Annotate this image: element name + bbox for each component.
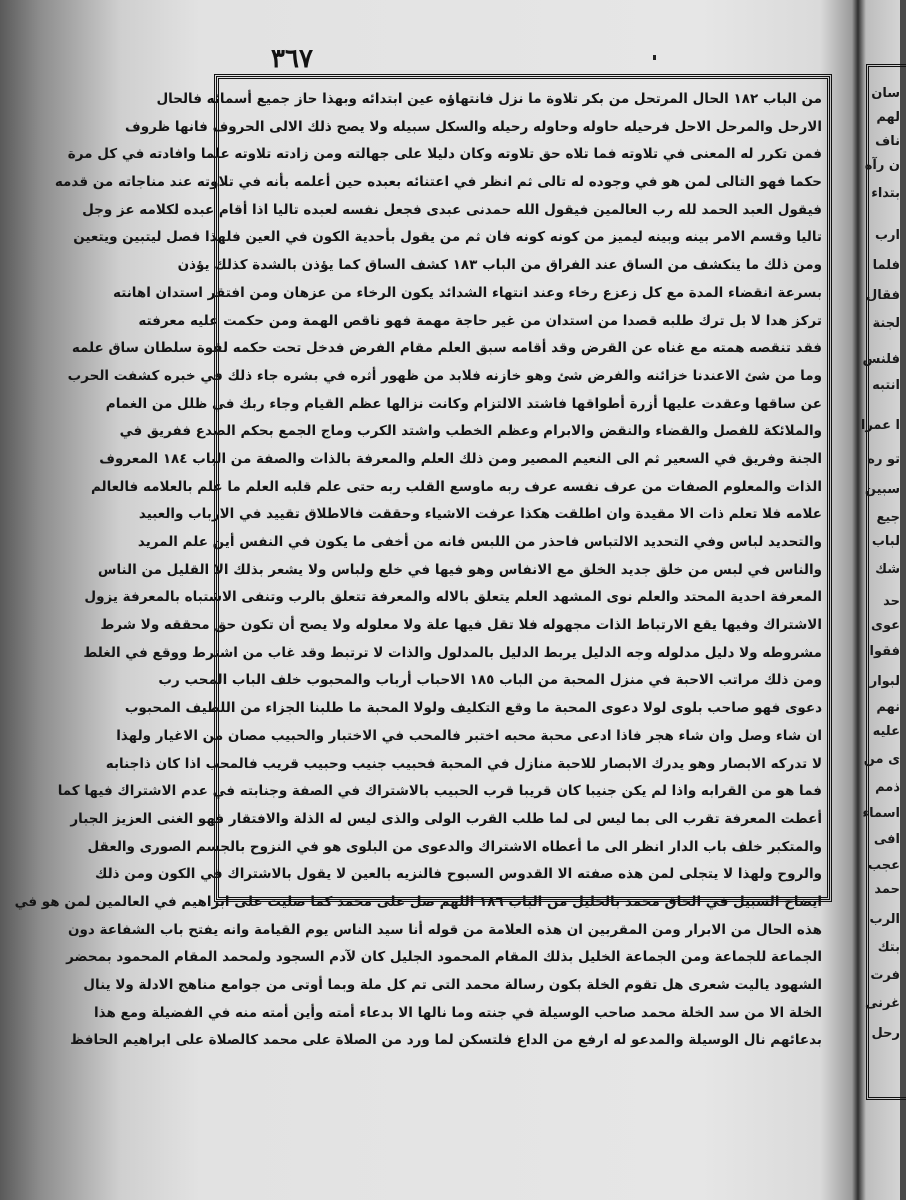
facing-page-fragment: افى <box>873 832 900 847</box>
facing-page-fragment: تو ره <box>867 452 900 467</box>
facing-page-fragment: لباب <box>871 534 900 549</box>
page-number: ٣٦٧ <box>271 44 313 74</box>
text-line: المعرفة احدية المحتد والعلم نوى المشهد العلم يتعلق بالاله والمعرفة تتعلق بالرب وتنفى الاشتباه بالمعرفة يزول <box>84 589 822 606</box>
text-line: الاشتراك وفيها يقع الارتباط الذات مجهوله فلا تقل فيها علة ولا معلوله ولا يصح أن تكون حق محققه ولا شرط <box>100 617 822 634</box>
facing-page-fragment: ذمم <box>875 780 900 795</box>
text-line: حكما فهو التالى لمن هو في وجوده له تالى ثم انظر في اعتنائه بعبده حين أعلمه بأنه في تلاوته عند مناجاته من قدمه <box>54 174 822 191</box>
facing-page-fragment: جيع <box>876 510 900 525</box>
text-line: من الباب ١٨٢ الحال المرتحل من بكر تلاوة ما نزل فانتهاؤه عين ابتدائه وبهذا حاز جميع أسمائه فالحال <box>156 91 822 107</box>
facing-page-fragment: الرب <box>869 912 900 927</box>
facing-page-fragment: سان <box>871 86 900 101</box>
text-line: ايضاح السبيل في الحاق محمد بالخليل من الباب ١٨٦ اللهم صل على محمد كما صليت على ابراهيم في العالمين لمن هو في <box>14 893 822 910</box>
facing-page-fragment: عليه <box>872 724 900 739</box>
facing-page-fragment: حمد <box>874 882 900 897</box>
text-line: الخلة الا من سد الخلة محمد صاحب الوسيلة في جنته وما نالها الا بدعاء أمته وأين أمته منه في الفضيلة ومع هذا <box>94 1004 822 1021</box>
facing-page-fragment: رحل <box>871 1026 900 1041</box>
facing-page-fragments <box>860 62 900 1102</box>
facing-page-fragment: فقال <box>865 288 900 303</box>
text-line: دعوى فهو صاحب بلوى لولا دعوى المحبة ما وقع التكليف ولولا المحبة ما طلبنا الجزاء من اللطيف المحبوب <box>124 700 822 717</box>
text-line: الجماعة للجماعة ومن الجماعة الخليل بذلك المقام المحمود الجليل كان لآدم السجود ولمحمد المقام المحمود بمحضر <box>66 949 822 966</box>
text-line: أعطت المعرفة تقرب الى بما ليس لى لما طلب القرب الولى والذى ليس له الذلة والافتقار فهو الغنى العزيز الجبار <box>70 810 822 827</box>
text-line: والناس في لبس من خلق جديد الخلق مع الانفاس وهو فيها في خلع ولباس ولا يشعر بذلك الا القليل من الناس <box>97 561 822 578</box>
facing-page-fragment: فقوا <box>869 644 900 659</box>
ink-speck <box>653 55 656 60</box>
text-line: الذات والمعلوم الصفات من عرف نفسه عرف ربه ماوسع القلب ربه حتى علم قلبه العلم ما علم بالعلامه فالعالم <box>90 478 822 495</box>
facing-page-fragment: ارب <box>874 228 900 243</box>
text-line: فمن تكرر له المعنى في تلاوته فما تلاه حق تلاوته وكان دليلا على جهالته ومن زادته تلاوته علما وافادته في كل مرة <box>67 146 822 163</box>
text-line: الشهود ياليت شعرى هل تقوم الخلة بكون رسالة محمد التى تم كل ملة وبما أوتى من جوامع مناهج الادلة ولا ينال <box>83 977 822 993</box>
facing-page-fragment: نهم <box>876 700 900 715</box>
facing-page-fragment: عوى <box>871 618 900 633</box>
facing-page-fragment: فلما <box>872 258 900 273</box>
facing-page-fragment: حد <box>883 594 900 609</box>
text-line: الجنة وفريق في السعير ثم الى النعيم المصير ومن ذلك العلم والمعرفة بالذات والصفة من الباب ١٨٤ المعروف <box>99 450 822 467</box>
text-line: علامه فلا تعلم ذات الا مقيدة وان اطلقت هكذا عرفت الاشياء وحققت فالاطلاق تقييد في الارباب والعبيد <box>138 506 822 523</box>
facing-page-fragment: ناف <box>875 134 900 149</box>
facing-page-fragment: ن رآه <box>864 158 900 173</box>
text-line: بسرعة انقضاء المدة مع كل زعزع رخاء وعند انتهاء الشدائد يكون الرخاء من عزهان ومن افتقر استدان اهانته <box>113 284 822 301</box>
facing-page-fragment: لجنة <box>872 316 900 331</box>
text-line: فيقول العبد الحمد لله رب العالمين فيقول الله حمدنى عبدى فجعل نفسه لعبده تاليا اذا أقام عبده لكلامه عز وجل <box>82 201 822 218</box>
facing-page-fragment: فرت <box>870 968 900 983</box>
text-line: وما من شئ الاعندنا خزائنه والفرض شئ وهو خازنه فلابد من ظهور أثره في بشره جاء ذلك في خبره كشفت الحرب <box>67 367 822 384</box>
text-line: تاليا وقسم الامر بينه وبينه ليميز من كونه كونه فان ثم من يقول بأحدية الكون في العين فلهذا فصل ليتبين ويتعين <box>73 229 822 246</box>
text-line: لا تدركه الابصار وهو يدرك الابصار للاحبة منازل في المحبة فحبيب جنيب وحبيب قريب فالمحب اذا كان ذاجنابه <box>105 755 822 772</box>
facing-page-fragment: شك <box>875 562 900 577</box>
facing-page-fragment: اسماء <box>862 806 900 821</box>
text-line: عن ساقها وعقدت عليها أزرة أطواقها فاشتد الالتزام وكانت نزالها عظم القيام وجاء ربك في ظلل من الغمام <box>105 395 822 412</box>
facing-page-fragment: فلنس <box>862 352 900 367</box>
text-line: فما هو من القرابه واذا لم يكن جنيبا كان قريبا قرب الحبيب بالاشتراك في الصفة وجنابته في عدم الاشتراك فيها كما <box>57 783 822 800</box>
text-line: ومن ذلك مراتب الاحبة في منزل المحبة من الباب ١٨٥ الاحباب أرباب والمحبوب خلف الباب المحب رب <box>158 672 822 689</box>
facing-page-fragment: ا عمرا <box>860 418 900 433</box>
facing-page-fragment: بتداء <box>871 186 900 201</box>
facing-page-fragment: بتك <box>877 940 900 955</box>
text-line: والروح ولهذا لا يتجلى لمن هذه صفته الا القدوس السبوح فالنزيه بالعين لا يقول بالاشتراك في الكون ومن ذلك <box>95 866 822 883</box>
text-line: والمتكبر خلف باب الدار انظر الى ما أعطاه الاشتراك والدعوى من البلوى هو في النزوح بالجسم الصورى والعقل <box>87 838 822 855</box>
text-line: الارحل والمرحل الاحل فرحيله حاوله وحاوله رحيله والسكل سبيله ولا يصح ذلك الالى الحروف فانها ظروف <box>125 118 822 135</box>
facing-page-fragment: لبوار <box>869 674 900 689</box>
facing-page-fragment: سبين <box>864 482 900 497</box>
text-line: ومن ذلك ما ينكشف من الساق عند الفراق من الباب ١٨٣ كشف الساق كما يؤذن بالشدة كذلك يؤذن <box>177 257 822 274</box>
text-line: بدعائهم نال الوسيلة والمدعو له ارفع من الداع فلتسكن لما ورد من الصلاة على محمد كالصلاة على ابراهيم الحافظ <box>70 1032 822 1049</box>
facing-page-fragment: غرنى <box>864 996 900 1011</box>
facing-page-fragment: ى من <box>863 752 900 767</box>
text-line: هذه الحال من الابرار ومن المقربين ان هذه العلامة من قوله أنا سيد الناس يوم القيامة وانه يفتح باب الشفاعة دون <box>67 921 822 938</box>
text-line: والملائكة للفصل والقضاء والنقض والابرام وعظم الخطب واشتد الكرب وماج الجمع بحكم الصدع ففريق في <box>119 423 822 440</box>
page-text-block <box>14 86 822 1049</box>
text-line: فقد تنقصه همته مع غناه عن القرض وقد أقامه سبق العلم مقام الفرض فدخل تحت حكمه لقوة سلطان ساق علمه <box>71 340 822 357</box>
facing-page-fragment: لهم <box>876 110 900 125</box>
facing-page-fragment: انتبه <box>872 378 900 393</box>
facing-page-fragment: عجب <box>867 858 900 873</box>
text-line: مشروطه ولا دليل مدلوله وجه الدليل يربط الدليل بالمدلول والذات لا ترتبط وقد غاب من اشترط ووقع في الغلط <box>83 644 822 661</box>
text-line: تركز هدا لا بل ترك طلبه قصدا من استدان من غير حاجة مهمة فهو ناقص الهمة ومن حكمت عليه معرفته <box>138 312 822 329</box>
text-line: ان شاء وصل وان شاء هجر فاذا ادعى محبة محبه اختبر فالمحب في الاختبار والحبيب مصان من الاغيار ولهذا <box>116 727 822 744</box>
text-line: والتحديد لباس وفي التحديد الالتباس فاحذر من اللبس فانه من أخفى ما يكون في النفس أين علم المريد <box>137 534 822 550</box>
